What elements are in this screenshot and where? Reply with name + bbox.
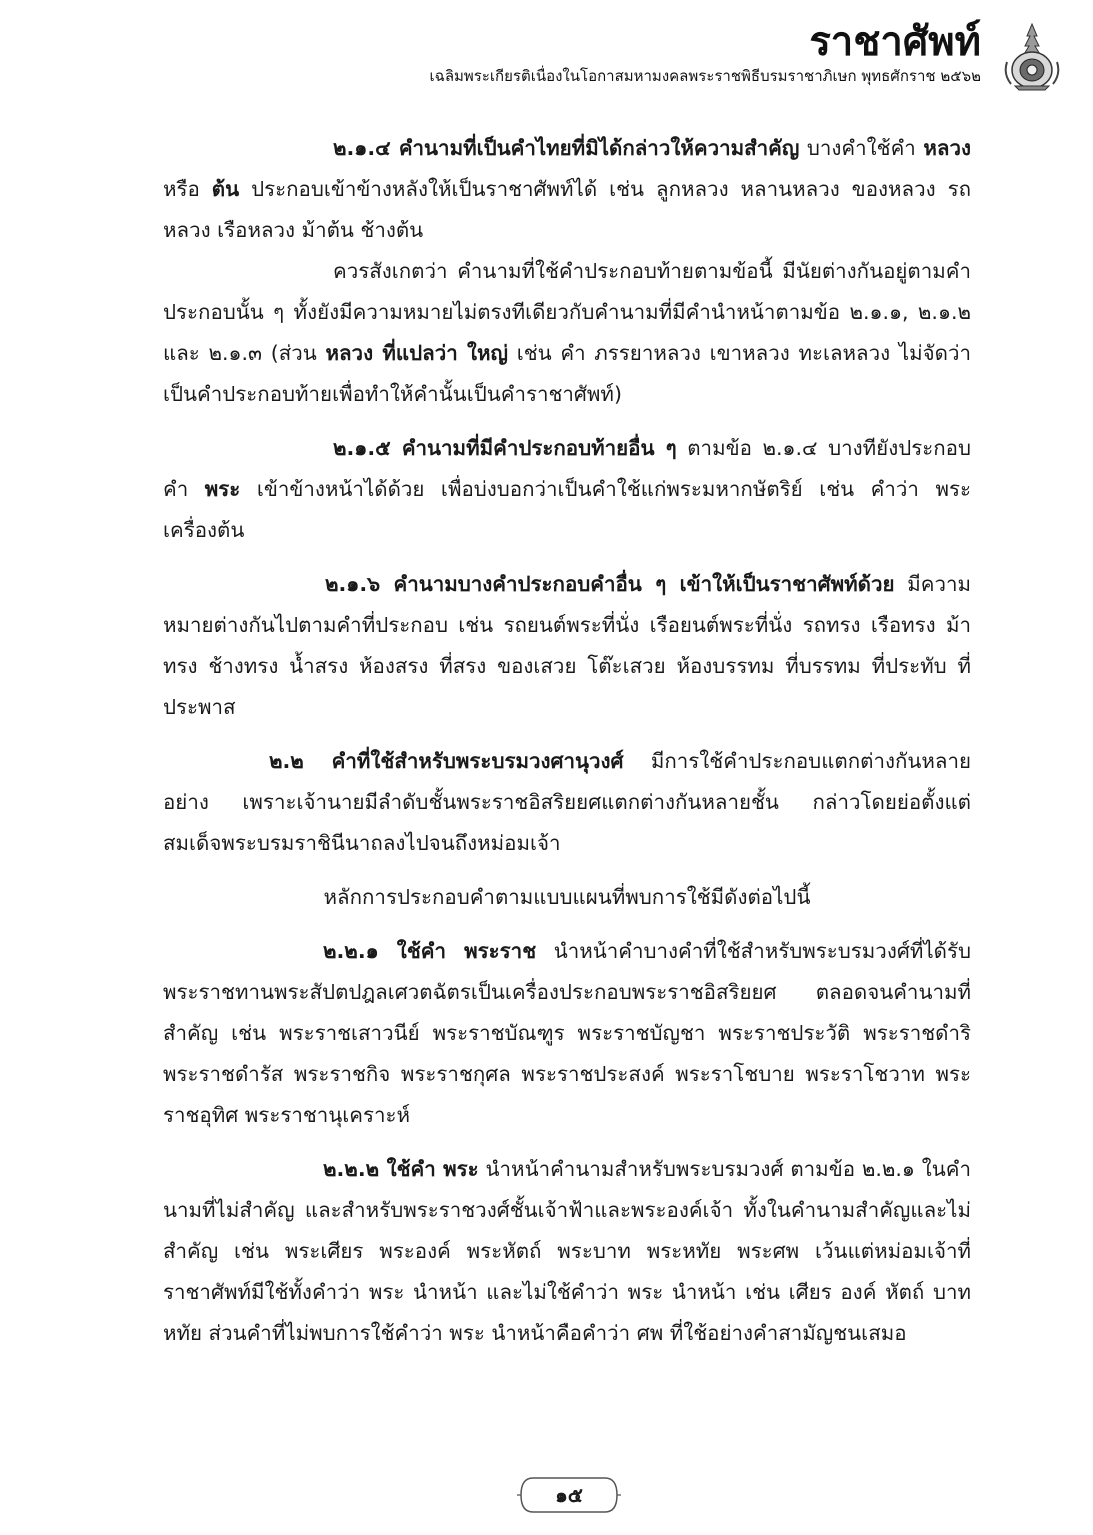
- emphasis-term: หลวง: [923, 136, 971, 160]
- paragraph-note: [163, 251, 971, 415]
- paragraph-text: เช่น คำ ภรรยาหลวง เขาหลวง ทะเลหลวง ไม่จัดว่าเป็นคำประกอบท้ายเพื่อทำให้คำนั้นเป็นคำราชาศัพท์): [163, 341, 971, 406]
- paragraph-text: นำหน้าคำนามสำหรับพระบรมวงศ์ ตามข้อ ๒.๒.๑ ในคำนามที่ไม่สำคัญ และสำหรับพระราชวงศ์ชั้นเจ้าฟ้าและพระองค์เจ้า ทั้งในคำนามสำคัญและไม่สำคัญ เช่น พระเศียร พระองค์ พระหัตถ์ พระบาท พระหทัย พระศพ เว้นแต่หม่อมเจ้าที่ราชาศัพท์มีใช้ทั้งคำว่า พระ นำหน้า และไม่ใช้คำว่า พระ นำหน้า เช่น เศียร องค์ หัตถ์ บาท หทัย ส่วนคำที่ไม่พบการใช้คำว่า พระ นำหน้าคือคำว่า ศพ ที่ใช้อย่างคำสามัญชนเสมอ: [163, 1157, 971, 1345]
- emphasis-term: พระ: [204, 477, 241, 501]
- paragraph-2-1-4: [163, 128, 971, 251]
- page-header: [0, 0, 1093, 100]
- paragraph-text: หรือ: [163, 177, 212, 201]
- emphasis-term: ต้น: [211, 177, 240, 201]
- paragraph-2-2-2: [163, 1149, 971, 1354]
- section-heading: ๒.๑.๕ คำนามที่มีคำประกอบท้ายอื่น ๆ: [333, 436, 677, 460]
- section-heading: ๒.๒.๑ ใช้คำ พระราช: [323, 939, 537, 963]
- paragraph-2-1-5: [163, 428, 971, 551]
- header-title: ราชาศัพท์: [809, 18, 981, 65]
- section-heading: ๒.๑.๔ คำนามที่เป็นคำไทยที่มิได้กล่าวให้ความสำคัญ: [333, 136, 800, 160]
- page-number-badge: [517, 1475, 621, 1515]
- header-subtitle: เฉลิมพระเกียรติเนื่องในโอกาสมหามงคลพระราชพิธีบรมราชาภิเษก พุทธศักราช ๒๕๖๒: [429, 67, 981, 85]
- paragraph-text: เข้าข้างหน้าได้ด้วย เพื่อบ่งบอกว่าเป็นคำใช้แก่พระมหากษัตริย์ เช่น คำว่า พระเครื่องต้น: [163, 477, 971, 542]
- paragraph-text: บางคำใช้คำ: [799, 136, 924, 160]
- paragraph-2-1-6: [163, 564, 971, 728]
- paragraph-text: ควรสังเกตว่า คำนามที่ใช้คำประกอบท้ายตามข้อนี้ มีนัยต่างกันอยู่ตามคำประกอบนั้น ๆ ทั้งยังมีความหมายไม่ตรงทีเดียวกับคำนามที่มีคำนำหน้าตามข้อ ๒.๑.๑, ๒.๑.๒ และ ๒.๑.๓ (ส่วน: [163, 259, 971, 365]
- paragraph-2-2: [163, 741, 971, 864]
- paragraph-text: มีความหมายต่างกันไปตามคำที่ประกอบ เช่น รถยนต์พระที่นั่ง เรือยนต์พระที่นั่ง รถทรง เรือทรง ม้าทรง ช้างทรง น้ำสรง ห้องสรง ที่สรง ของเสวย โต๊ะเสวย ห้องบรรทม ที่บรรทม ที่ประทับ ที่ประพาส: [163, 572, 971, 719]
- emphasis-term: หลวง ที่แปลว่า ใหญ่: [325, 341, 509, 365]
- section-heading: ๒.๑.๖ คำนามบางคำประกอบคำอื่น ๆ เข้าให้เป็นราชาศัพท์ด้วย: [325, 572, 895, 596]
- royal-emblem-icon: [1001, 22, 1063, 92]
- section-heading: ๒.๒ คำที่ใช้สำหรับพระบรมวงศานุวงศ์: [269, 749, 624, 773]
- paragraph-text: มีการใช้คำประกอบแตกต่างกันหลายอย่าง เพราะเจ้านายมีลำดับชั้นพระราชอิสริยยศแตกต่างกันหลายชั้น กล่าวโดยย่อตั้งแต่สมเด็จพระบรมราชินีนาถลงไปจนถึงหม่อมเจ้า: [163, 749, 971, 855]
- paragraph-text: นำหน้าคำบางคำที่ใช้สำหรับพระบรมวงศ์ที่ได้รับพระราชทานพระสัปตปฎลเศวตฉัตรเป็นเครื่องประกอบพระราชอิสริยยศ ตลอดจนคำนามที่สำคัญ เช่น พระราชเสาวนีย์ พระราชบัณฑูร พระราชบัญชา พระราชประวัติ พระราชดำริ พระราชดำรัส พระราชกิจ พระราชกุศล พระราชประสงค์ พระราโชบาย พระราโชวาท พระราชอุทิศ พระราชานุเคราะห์: [163, 939, 972, 1127]
- paragraph-2-2-1: [163, 931, 971, 1136]
- document-body: [163, 128, 971, 1367]
- section-heading: ๒.๒.๒ ใช้คำ พระ: [323, 1157, 479, 1181]
- page-number: ๑๕: [555, 1483, 583, 1507]
- principle-line: หลักการประกอบคำตามแบบแผนที่พบการใช้มีดังต่อไปนี้: [323, 885, 811, 909]
- paragraph-text: ตามข้อ ๒.๑.๔ บางทียังประกอบคำ: [163, 436, 971, 501]
- paragraph-text: ประกอบเข้าข้างหลังให้เป็นราชาศัพท์ได้ เช่น ลูกหลวง หลานหลวง ของหลวง รถหลวง เรือหลวง ม้าต้น ช้างต้น: [163, 177, 971, 242]
